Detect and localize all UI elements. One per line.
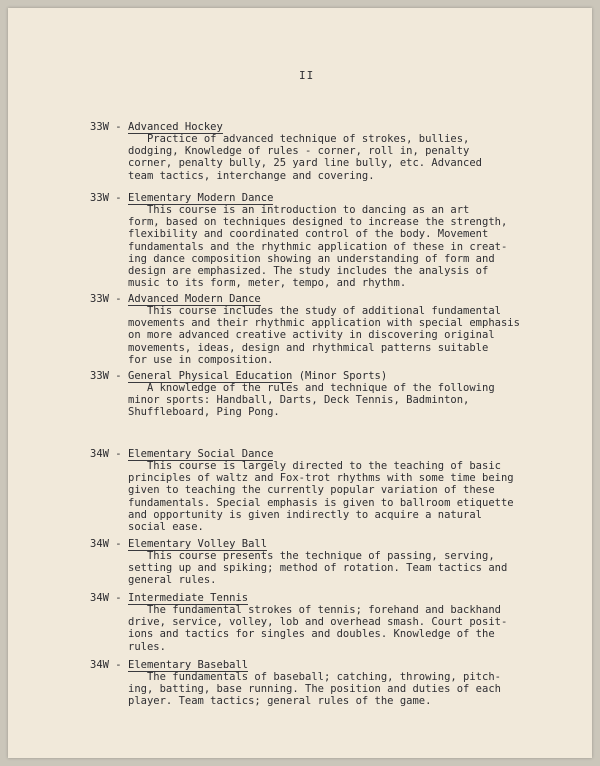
course-description-line: fundamentals and the rhythmic application of these in creat- bbox=[128, 240, 508, 253]
course-description-line: A knowledge of the rules and technique of the following bbox=[128, 382, 495, 394]
course-description-line: This course is largely directed to the teaching of basic bbox=[128, 460, 501, 472]
course-description-line: movements and their rhythmic application with special emphasis bbox=[128, 317, 520, 330]
course-description-line: ing dance composition showing an understanding of form and bbox=[128, 252, 495, 265]
course-code: 34W - bbox=[90, 592, 122, 604]
course-entry bbox=[90, 370, 540, 419]
course-description-line: social ease. bbox=[128, 521, 204, 534]
course-description-line: form, based on techniques designed to increase the strength, bbox=[128, 216, 508, 229]
course-description-line: drive, service, volley, lob and overhead smash. Court posit- bbox=[128, 616, 508, 629]
course-title: Elementary Social Dance bbox=[128, 448, 274, 460]
course-description-line: team tactics, interchange and covering. bbox=[128, 169, 375, 182]
course-heading bbox=[90, 659, 540, 671]
course-description-line: rules. bbox=[128, 640, 166, 653]
course-code: 34W - bbox=[90, 659, 122, 671]
course-description-line: principles of waltz and Fox-trot rhythms with some time being bbox=[128, 472, 514, 485]
course-heading bbox=[90, 592, 540, 604]
page-number: II bbox=[299, 69, 315, 82]
course-description-line: minor sports: Handball, Darts, Deck Tennis, Badminton, bbox=[128, 394, 470, 407]
course-description-line: This course presents the technique of passing, serving, bbox=[128, 550, 495, 562]
course-entry bbox=[90, 538, 540, 587]
course-description-line: The fundamentals of baseball; catching, throwing, pitch- bbox=[128, 671, 501, 683]
course-code: 33W - bbox=[90, 370, 122, 382]
course-description-line: general rules. bbox=[128, 574, 217, 587]
course-title: Intermediate Tennis bbox=[128, 592, 249, 604]
course-description-line: dodging, Knowledge of rules - corner, roll in, penalty bbox=[128, 145, 470, 158]
course-description-line: This course includes the study of additional fundamental bbox=[128, 305, 501, 317]
course-description-line: This course is an introduction to dancing as an art bbox=[128, 204, 470, 216]
course-description-line: given to teaching the currently popular variation of these bbox=[128, 484, 495, 497]
course-heading bbox=[90, 538, 540, 550]
course-title: Elementary Modern Dance bbox=[128, 192, 274, 204]
course-code: 33W - bbox=[90, 293, 122, 305]
course-title: Elementary Volley Ball bbox=[128, 538, 268, 550]
course-code: 33W - bbox=[90, 121, 122, 133]
course-entry bbox=[90, 448, 540, 533]
course-code: 34W - bbox=[90, 538, 122, 550]
course-description-line: music to its form, meter, tempo, and rhythm. bbox=[128, 277, 407, 290]
course-title: Advanced Hockey bbox=[128, 121, 223, 133]
course-heading bbox=[90, 192, 540, 204]
document-page bbox=[8, 8, 592, 758]
course-entry bbox=[90, 192, 540, 289]
course-description-line: Practice of advanced technique of strokes, bullies, bbox=[128, 133, 470, 145]
course-heading bbox=[90, 448, 540, 460]
course-code: 33W - bbox=[90, 192, 122, 204]
course-heading bbox=[90, 121, 540, 133]
course-description-line: and opportunity is given indirectly to acquire a natural bbox=[128, 508, 483, 521]
course-subtitle: (Minor Sports) bbox=[292, 370, 388, 382]
course-title: General Physical Education bbox=[128, 370, 293, 382]
course-description-line: setting up and spiking; method of rotation. Team tactics and bbox=[128, 562, 508, 575]
course-entry bbox=[90, 293, 540, 366]
course-title: Elementary Baseball bbox=[128, 659, 249, 671]
course-description-line: movements, ideas, design and rhythmical patterns suitable bbox=[128, 341, 489, 354]
course-heading bbox=[90, 370, 540, 382]
course-description-line: flexibility and coordinated control of the body. Movement bbox=[128, 228, 489, 241]
course-description-line: ions and tactics for singles and doubles. Knowledge of the bbox=[128, 628, 495, 641]
course-entry bbox=[90, 121, 540, 182]
course-description-line: fundamentals. Special emphasis is given to ballroom etiquette bbox=[128, 496, 514, 509]
course-code: 34W - bbox=[90, 448, 122, 460]
course-description-line: for use in composition. bbox=[128, 353, 274, 366]
course-description-line: Shuffleboard, Ping Pong. bbox=[128, 406, 280, 419]
course-description-line: design are emphasized. The study includes the analysis of bbox=[128, 265, 489, 278]
course-description-line: ing, batting, base running. The position and duties of each bbox=[128, 683, 501, 696]
course-description-line: player. Team tactics; general rules of the game. bbox=[128, 695, 432, 708]
course-heading bbox=[90, 293, 540, 305]
course-entry bbox=[90, 592, 540, 653]
course-description-line: corner, penalty bully, 25 yard line bully, etc. Advanced bbox=[128, 157, 483, 170]
course-entry bbox=[90, 659, 540, 708]
course-description-line: on more advanced creative activity in discovering original bbox=[128, 329, 495, 342]
course-description-line: The fundamental strokes of tennis; forehand and backhand bbox=[128, 604, 501, 616]
course-title: Advanced Modern Dance bbox=[128, 293, 261, 305]
